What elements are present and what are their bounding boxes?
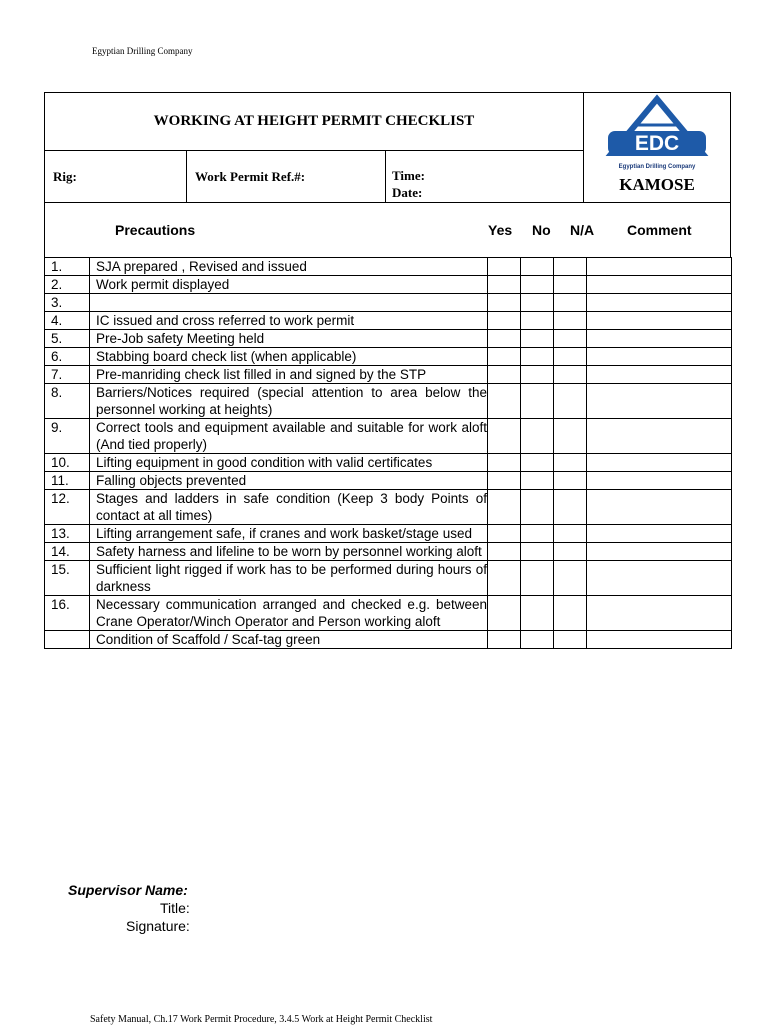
item-precaution: IC issued and cross referred to work permit xyxy=(90,312,488,330)
yes-checkbox-cell[interactable] xyxy=(488,366,521,384)
comment-cell[interactable] xyxy=(587,596,732,631)
comment-cell[interactable] xyxy=(587,348,732,366)
rig-cell[interactable] xyxy=(45,151,187,202)
item-number: 2. xyxy=(45,276,90,294)
table-row xyxy=(45,294,732,312)
no-checkbox-cell[interactable] xyxy=(521,366,554,384)
comment-cell[interactable] xyxy=(587,276,732,294)
comment-header: Comment xyxy=(627,222,692,238)
comment-cell[interactable] xyxy=(587,366,732,384)
comment-cell[interactable] xyxy=(587,419,732,454)
na-checkbox-cell[interactable] xyxy=(554,348,587,366)
item-precaution: Stages and ladders in safe condition (Keep 3 body Points of contact at all times) xyxy=(90,490,488,525)
table-row xyxy=(45,366,732,384)
item-number: 12. xyxy=(45,490,90,525)
yes-checkbox-cell[interactable] xyxy=(488,312,521,330)
yes-checkbox-cell[interactable] xyxy=(488,454,521,472)
footer-reference: Safety Manual, Ch.17 Work Permit Procedure, 3.4.5 Work at Height Permit Checklist xyxy=(90,1014,433,1025)
yes-checkbox-cell[interactable] xyxy=(488,596,521,631)
time-label: Time: xyxy=(392,168,425,183)
yes-checkbox-cell[interactable] xyxy=(488,258,521,276)
company-logo xyxy=(584,93,730,202)
na-checkbox-cell[interactable] xyxy=(554,454,587,472)
precautions-table xyxy=(44,257,732,649)
no-checkbox-cell[interactable] xyxy=(521,525,554,543)
item-number: 7. xyxy=(45,366,90,384)
table-row xyxy=(45,472,732,490)
item-precaution: Pre-manriding check list filled in and signed by the STP xyxy=(90,366,488,384)
yes-checkbox-cell[interactable] xyxy=(488,490,521,525)
work-permit-ref-label: Work Permit Ref.#: xyxy=(195,169,306,184)
yes-checkbox-cell[interactable] xyxy=(488,419,521,454)
yes-checkbox-cell[interactable] xyxy=(488,561,521,596)
no-checkbox-cell[interactable] xyxy=(521,276,554,294)
yes-checkbox-cell[interactable] xyxy=(488,330,521,348)
yes-checkbox-cell[interactable] xyxy=(488,472,521,490)
logo-subtitle: Egyptian Drilling Company xyxy=(618,164,696,170)
table-row xyxy=(45,348,732,366)
rig-label: Rig: xyxy=(53,169,77,184)
item-precaution xyxy=(90,294,488,312)
item-precaution: Pre-Job safety Meeting held xyxy=(90,330,488,348)
item-precaution: Condition of Scaffold / Scaf-tag green xyxy=(90,631,488,649)
table-row xyxy=(45,525,732,543)
table-row xyxy=(45,490,732,525)
item-precaution: Stabbing board check list (when applicable) xyxy=(90,348,488,366)
yes-checkbox-cell[interactable] xyxy=(488,631,521,649)
no-checkbox-cell[interactable] xyxy=(521,384,554,419)
na-checkbox-cell[interactable] xyxy=(554,330,587,348)
na-checkbox-cell[interactable] xyxy=(554,543,587,561)
comment-cell[interactable] xyxy=(587,330,732,348)
permit-header-box xyxy=(44,92,731,203)
yes-checkbox-cell[interactable] xyxy=(488,525,521,543)
item-number: 5. xyxy=(45,330,90,348)
comment-cell[interactable] xyxy=(587,454,732,472)
table-row xyxy=(45,330,732,348)
na-checkbox-cell[interactable] xyxy=(554,366,587,384)
table-row xyxy=(45,384,732,419)
permit-info-row xyxy=(45,151,584,202)
checklist-header xyxy=(44,203,731,258)
na-checkbox-cell[interactable] xyxy=(554,561,587,596)
na-checkbox-cell[interactable] xyxy=(554,258,587,276)
item-precaution: Correct tools and equipment available and suitable for work aloft (And tied properly) xyxy=(90,419,488,454)
checklist-body xyxy=(45,258,732,649)
supervisor-name-label: Supervisor Name: xyxy=(68,882,188,898)
comment-cell[interactable] xyxy=(587,472,732,490)
no-checkbox-cell[interactable] xyxy=(521,330,554,348)
table-row xyxy=(45,258,732,276)
table-row xyxy=(45,561,732,596)
rig-name: KAMOSE xyxy=(619,175,695,194)
no-checkbox-cell[interactable] xyxy=(521,312,554,330)
na-checkbox-cell[interactable] xyxy=(554,384,587,419)
item-number xyxy=(45,631,90,649)
comment-cell[interactable] xyxy=(587,561,732,596)
no-checkbox-cell[interactable] xyxy=(521,631,554,649)
no-checkbox-cell[interactable] xyxy=(521,561,554,596)
item-number: 9. xyxy=(45,419,90,454)
na-checkbox-cell[interactable] xyxy=(554,294,587,312)
item-precaution: Work permit displayed xyxy=(90,276,488,294)
na-checkbox-cell[interactable] xyxy=(554,312,587,330)
table-row xyxy=(45,276,732,294)
no-checkbox-cell[interactable] xyxy=(521,454,554,472)
item-precaution: SJA prepared , Revised and issued xyxy=(90,258,488,276)
item-precaution: Lifting equipment in good condition with valid certificates xyxy=(90,454,488,472)
na-checkbox-cell[interactable] xyxy=(554,525,587,543)
no-checkbox-cell[interactable] xyxy=(521,472,554,490)
signature-label: Signature: xyxy=(126,918,190,934)
title-label: Title: xyxy=(160,900,190,916)
item-precaution: Falling objects prevented xyxy=(90,472,488,490)
logo-text: EDC xyxy=(634,132,680,155)
precautions-header: Precautions xyxy=(115,222,196,238)
comment-cell[interactable] xyxy=(587,631,732,649)
yes-header: Yes xyxy=(488,222,513,238)
yes-checkbox-cell[interactable] xyxy=(488,384,521,419)
item-number: 16. xyxy=(45,596,90,631)
na-checkbox-cell[interactable] xyxy=(554,419,587,454)
no-checkbox-cell[interactable] xyxy=(521,543,554,561)
na-checkbox-cell[interactable] xyxy=(554,631,587,649)
company-name-header: Egyptian Drilling Company xyxy=(92,46,193,56)
comment-cell[interactable] xyxy=(587,312,732,330)
na-checkbox-cell[interactable] xyxy=(554,276,587,294)
item-number: 14. xyxy=(45,543,90,561)
item-number: 4. xyxy=(45,312,90,330)
comment-cell[interactable] xyxy=(587,384,732,419)
yes-checkbox-cell[interactable] xyxy=(488,543,521,561)
yes-checkbox-cell[interactable] xyxy=(488,348,521,366)
comment-cell[interactable] xyxy=(587,525,732,543)
item-precaution: Barriers/Notices required (special attention to area below the personnel working at heights) xyxy=(90,384,488,419)
no-checkbox-cell[interactable] xyxy=(521,348,554,366)
comment-cell[interactable] xyxy=(587,258,732,276)
item-number: 10. xyxy=(45,454,90,472)
table-row xyxy=(45,454,732,472)
date-label: Date: xyxy=(392,185,423,200)
edc-logo-icon xyxy=(584,93,730,163)
table-row xyxy=(45,543,732,561)
no-checkbox-cell[interactable] xyxy=(521,596,554,631)
comment-cell[interactable] xyxy=(587,490,732,525)
item-number: 1. xyxy=(45,258,90,276)
item-precaution: Lifting arrangement safe, if cranes and work basket/stage used xyxy=(90,525,488,543)
item-number: 3. xyxy=(45,294,90,312)
na-checkbox-cell[interactable] xyxy=(554,596,587,631)
yes-checkbox-cell[interactable] xyxy=(488,276,521,294)
comment-cell[interactable] xyxy=(587,543,732,561)
no-checkbox-cell[interactable] xyxy=(521,294,554,312)
item-number: 15. xyxy=(45,561,90,596)
yes-checkbox-cell[interactable] xyxy=(488,294,521,312)
item-number: 13. xyxy=(45,525,90,543)
document-title: WORKING AT HEIGHT PERMIT CHECKLIST xyxy=(45,93,584,151)
table-row xyxy=(45,419,732,454)
table-row xyxy=(45,631,732,649)
no-checkbox-cell[interactable] xyxy=(521,258,554,276)
item-number: 11. xyxy=(45,472,90,490)
work-permit-ref-cell[interactable] xyxy=(187,151,386,202)
no-header: No xyxy=(532,222,551,238)
na-checkbox-cell[interactable] xyxy=(554,472,587,490)
table-row xyxy=(45,312,732,330)
na-checkbox-cell[interactable] xyxy=(554,490,587,525)
comment-cell[interactable] xyxy=(587,294,732,312)
no-checkbox-cell[interactable] xyxy=(521,419,554,454)
item-number: 8. xyxy=(45,384,90,419)
item-number: 6. xyxy=(45,348,90,366)
item-precaution: Necessary communication arranged and checked e.g. between Crane Operator/Winch Operator and Person working aloft xyxy=(90,596,488,631)
item-precaution: Sufficient light rigged if work has to be performed during hours of darkness xyxy=(90,561,488,596)
no-checkbox-cell[interactable] xyxy=(521,490,554,525)
time-date-cell[interactable] xyxy=(386,151,584,202)
table-row xyxy=(45,596,732,631)
na-header: N/A xyxy=(570,222,595,238)
item-precaution: Safety harness and lifeline to be worn by personnel working aloft xyxy=(90,543,488,561)
